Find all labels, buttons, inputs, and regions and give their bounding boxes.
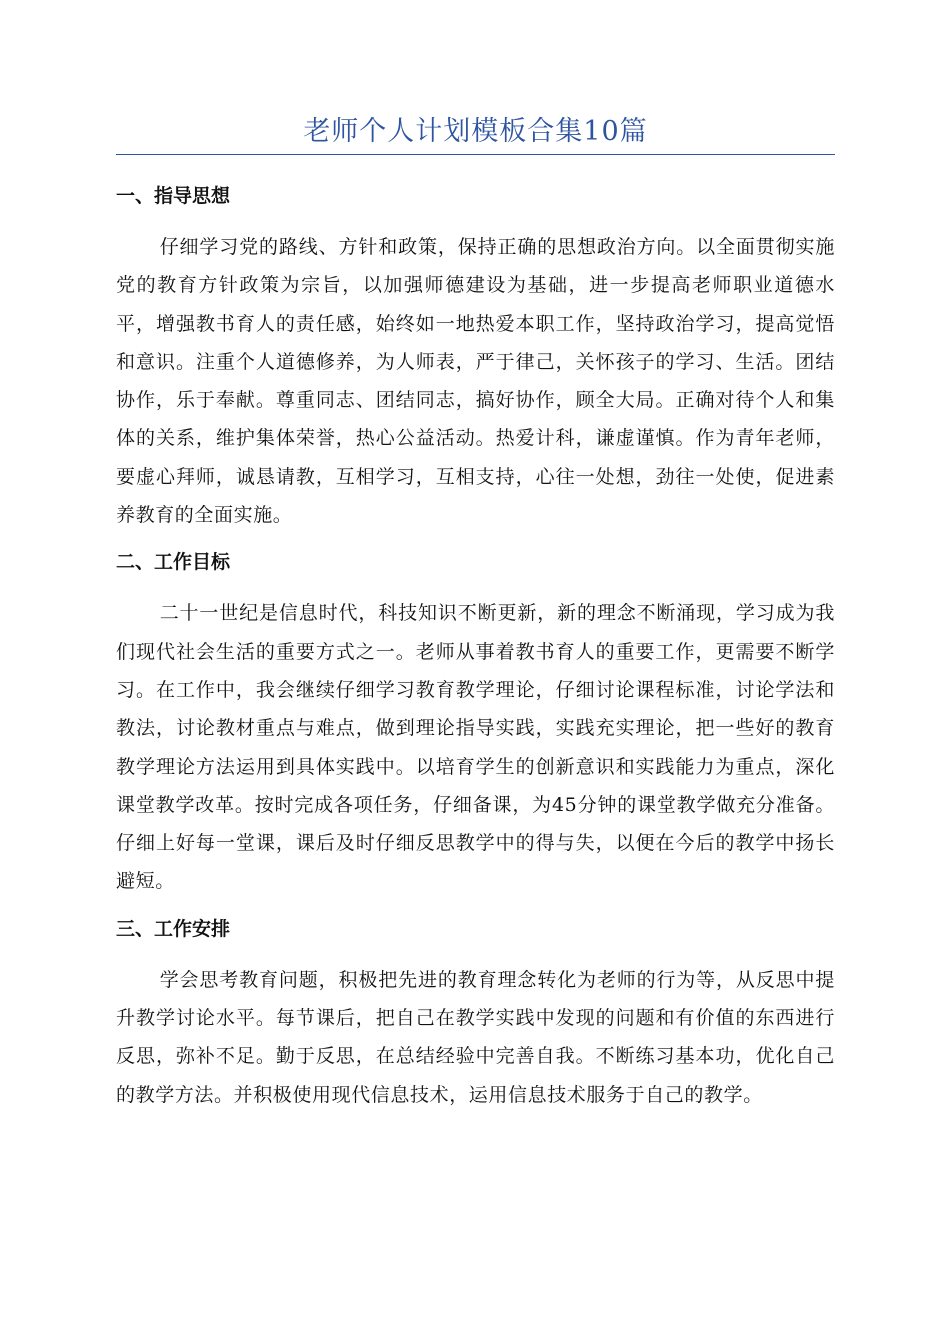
document-body (116, 172, 835, 1128)
section-paragraph-guiding-ideology: 仔细学习党的路线、方针和政策，保持正确的思想政治方向。以全面贯彻实施党的教育方针政策为宗旨，以加强师德建设为基础，进一步提高老师职业道德水平，增强教书育人的责任感，始终如一地热爱本职工作，坚持政治学习，提高觉悟和意识。注重个人道德修养，为人师表，严于律己，关怀孩子的学习、生活。团结协作，乐于奉献。尊重同志、团结同志，搞好协作，顾全大局。正确对待个人和集体的关系，维护集体荣誉，热心公益活动。热爱计科，谦虚谨慎。作为青年老师，要虚心拜师，诚恳请教，互相学习，互相支持，心往一处想，劲往一处使，促进素养教育的全面实施。 (116, 236, 835, 527)
document-title: 老师个人计划模板合集10篇 (303, 116, 648, 147)
section-paragraph-work-arrangement: 学会思考教育问题，积极把先进的教育理念转化为老师的行为等，从反思中提升教学讨论水平。每节课后，把自己在教学实践中发现的问题和有价值的东西进行反思，弥补不足。勤于反思，在总结经验中完善自我。不断练习基本功，优化自己的教学方法。并积极使用现代信息技术，运用信息技术服务于自己的教学。 (116, 968, 835, 1106)
section-paragraph-work-goals: 二十一世纪是信息时代，科技知识不断更新，新的理念不断涌现，学习成为我们现代社会生活的重要方式之一。老师从事着教书育人的重要工作，更需要不断学习。在工作中，我会继续仔细学习教育教学理论，仔细讨论课程标准，讨论学法和教法，讨论教材重点与难点，做到理论指导实践，实践充实理论，把一些好的教育教学理论方法运用到具体实践中。以培育学生的创新意识和实践能力为重点，深化课堂教学改革。按时完成各项任务，仔细备课，为45分钟的课堂教学做充分准备。仔细上好每一堂课，课后及时仔细反思教学中的得与失，以便在今后的教学中扬长避短。 (116, 602, 835, 893)
title-underline (116, 154, 835, 155)
section-heading-guiding-ideology: 一、指导思想 (116, 185, 231, 207)
section-heading-work-goals: 二、工作目标 (116, 551, 231, 574)
section-heading-work-arrangement: 三、工作安排 (116, 917, 231, 940)
